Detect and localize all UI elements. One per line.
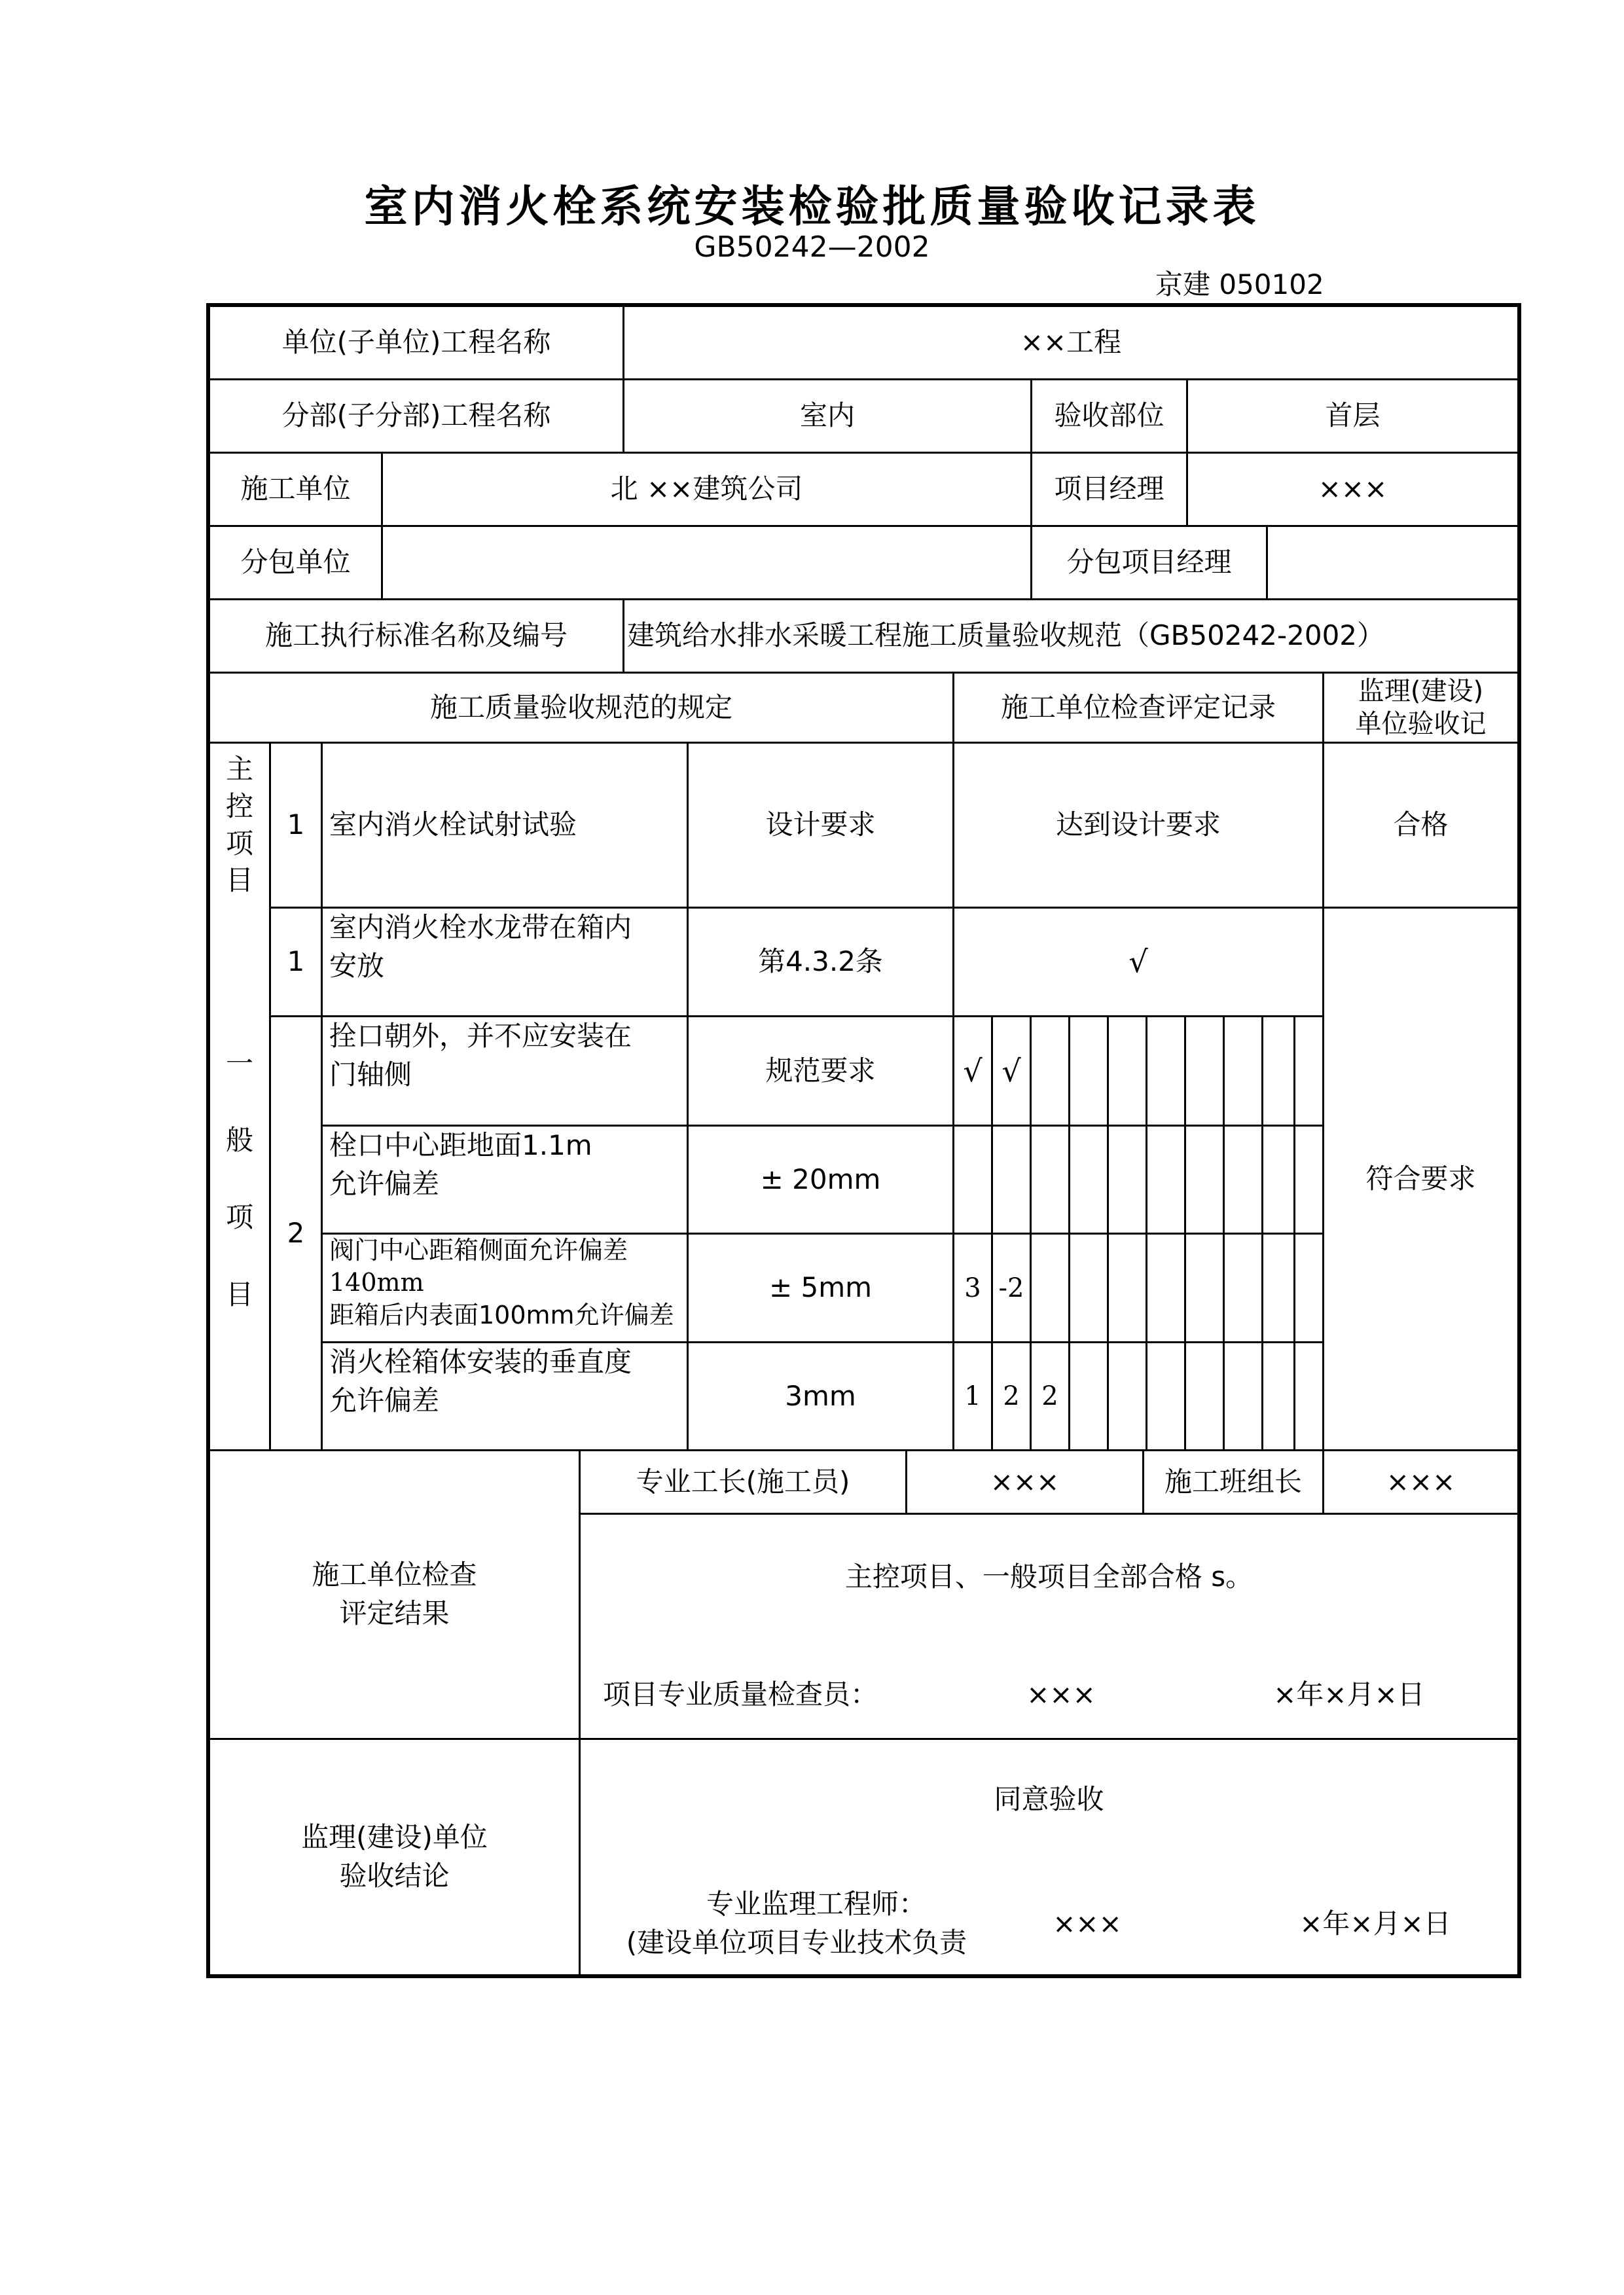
text-line: 消火栓箱体安装的垂直度: [329, 1346, 632, 1378]
standard-code: GB50242—2002: [694, 230, 930, 264]
text-line: 允许偏差: [329, 1167, 440, 1200]
main-control-result: 合格: [1393, 808, 1449, 841]
main-control-char: 控: [225, 789, 253, 822]
general-row-text: [323, 1343, 687, 1449]
contractor-result-label: [210, 1451, 579, 1738]
supervisor-date: ×年×月×日: [1299, 1907, 1451, 1940]
inspector-value: ×××: [1026, 1678, 1096, 1710]
general-row-requirement: 3mm: [785, 1379, 856, 1412]
project-manager-label: 项目经理: [1054, 473, 1164, 505]
inspection-record-table: [206, 303, 1521, 1978]
general-row-text: [323, 1017, 687, 1125]
unit-project-value: ××工程: [1020, 326, 1122, 359]
form-code: 京建 050102: [1155, 268, 1324, 300]
main-control-item: 室内消火栓试射试验: [329, 808, 577, 841]
check-cell: [1032, 1127, 1068, 1233]
supervisor-header-line-2: 单位验收记: [1355, 709, 1487, 739]
text-line: 距箱后内表面100mm允许偏差: [329, 1300, 674, 1329]
main-control-requirement: 设计要求: [765, 808, 876, 841]
check-cell: 2: [1003, 1381, 1020, 1411]
inspection-part-label: 验收部位: [1054, 399, 1164, 432]
general-item2-no: 2: [287, 1216, 305, 1249]
text-line: 140mm: [329, 1268, 424, 1297]
check-cell: 3: [964, 1273, 981, 1303]
general-label-char: 一: [225, 1047, 253, 1079]
sub-manager-label: 分包项目经理: [1066, 546, 1232, 579]
label-line: 验收结论: [339, 1860, 450, 1892]
contractor-value: 北 ××建筑公司: [610, 473, 803, 505]
general-items-label: [210, 909, 269, 1449]
general-row-requirement: ± 20mm: [760, 1163, 881, 1195]
general-item1-requirement: 第4.3.2条: [758, 945, 883, 978]
main-control-record: 达到设计要求: [1055, 808, 1221, 841]
check-cell: [954, 1127, 991, 1233]
general-label-char: 目: [225, 1278, 253, 1310]
main-control-char: 主: [225, 753, 253, 786]
text-line: 允许偏差: [329, 1384, 440, 1417]
team-leader-label: 施工班组长: [1164, 1465, 1302, 1498]
sub-manager-value: [1268, 527, 1517, 598]
contractor-record-header: 施工单位检查评定记录: [1000, 691, 1276, 723]
text-line: 室内消火栓水龙带在箱内: [329, 911, 632, 943]
team-leader-value: ×××: [1386, 1465, 1456, 1498]
check-cell: [1032, 1235, 1068, 1341]
contractor-conclusion: 主控项目、一般项目全部合格 s。: [844, 1560, 1254, 1593]
main-control-label: [210, 744, 269, 907]
subcontractor-label: 分包单位: [240, 546, 351, 579]
check-cell: [1032, 1017, 1068, 1125]
unit-project-label: 单位(子单位)工程名称: [281, 326, 551, 359]
supervisor-conclusion: 同意验收: [994, 1782, 1104, 1815]
supervisor-record-header: [1324, 674, 1517, 742]
general-item1-text: [323, 909, 687, 1015]
general-item1-record: √: [1128, 944, 1148, 980]
sub-project-label: 分部(子分部)工程名称: [281, 399, 551, 432]
standard-label: 施工执行标准名称及编号: [264, 619, 568, 652]
label-line: 评定结果: [339, 1597, 450, 1629]
general-row-text: [323, 1127, 687, 1233]
check-cell: 1: [964, 1381, 981, 1411]
project-manager-value: ×××: [1318, 473, 1388, 505]
main-control-char: 项: [225, 827, 253, 859]
text-line: 拴口朝外，并不应安装在: [329, 1020, 632, 1052]
label-line: 监理(建设)单位: [301, 1821, 488, 1854]
subcontractor-value: [383, 527, 1030, 598]
main-control-char: 目: [225, 864, 253, 897]
engineer-label: [581, 1878, 1013, 1970]
check-cell: 2: [1041, 1381, 1058, 1411]
inspector-label: 项目专业质量检查员：: [603, 1678, 878, 1710]
label-line: 施工单位检查: [312, 1559, 477, 1591]
engineer-value: ×××: [1053, 1907, 1122, 1940]
text-line: 安放: [329, 949, 385, 982]
label-line: 专业监理工程师：: [706, 1888, 926, 1921]
inspection-part-value: 首层: [1325, 399, 1380, 432]
check-cell: √: [963, 1053, 983, 1089]
general-result: 符合要求: [1365, 1162, 1476, 1195]
general-row-requirement: ± 5mm: [768, 1271, 873, 1304]
supervisor-result-label: [210, 1740, 579, 1974]
general-item1-no: 1: [287, 945, 305, 978]
text-line: 门轴侧: [329, 1058, 412, 1091]
contractor-date: ×年×月×日: [1273, 1678, 1425, 1710]
foreman-value: ×××: [990, 1465, 1060, 1498]
general-row-text: [323, 1235, 687, 1341]
general-label-char: 项: [225, 1201, 253, 1233]
text-line: 栓口中心距地面1.1m: [329, 1129, 592, 1161]
sub-project-value: 室内: [799, 399, 855, 432]
contractor-label: 施工单位: [240, 473, 351, 505]
check-cell: √: [1001, 1053, 1021, 1089]
check-cell: [993, 1127, 1030, 1233]
form-title: 室内消火栓系统安装检验批质量验收记录表: [364, 181, 1260, 232]
main-control-no: 1: [287, 808, 305, 841]
general-label-char: 般: [225, 1124, 253, 1157]
text-line: 阀门中心距箱侧面允许偏差: [329, 1236, 628, 1265]
check-cell: -2: [998, 1273, 1024, 1303]
supervisor-header-line-1: 监理(建设): [1358, 676, 1484, 706]
spec-column-header: 施工质量验收规范的规定: [429, 691, 732, 723]
foreman-label: 专业工长(施工员): [636, 1465, 850, 1498]
label-line: (建设单位项目专业技术负责: [626, 1926, 967, 1959]
general-row-requirement: 规范要求: [765, 1054, 876, 1087]
standard-value: 建筑给水排水采暖工程施工质量验收规范（GB50242-2002）: [627, 619, 1385, 652]
